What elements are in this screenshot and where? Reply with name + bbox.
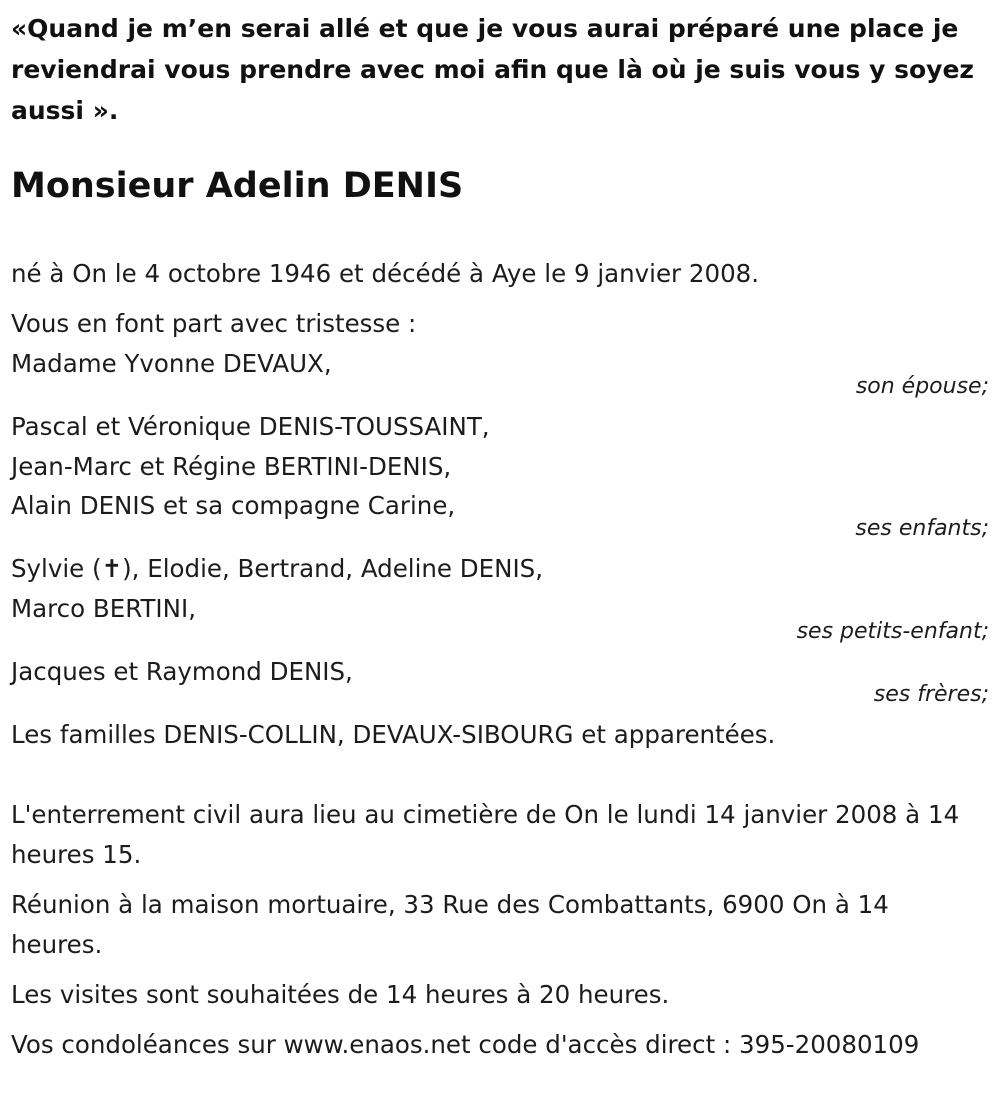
spouse-name: Madame Yvonne DEVAUX, — [11, 349, 332, 378]
deceased-name: Monsieur Adelin DENIS — [11, 166, 464, 206]
announcement-intro: Vous en font part avec tristesse : — [11, 309, 417, 338]
families-line: Les familles DENIS-COLLIN, DEVAUX-SIBOURG et apparentées. — [11, 720, 776, 749]
condolences-info: Vos condoléances sur www.enaos.net code d'accès direct : 395-20080109 — [11, 1030, 920, 1059]
relation-children: ses enfants; — [855, 516, 989, 541]
birth-death-line: né à On le 4 octobre 1946 et décédé à Aye le 9 janvier 2008. — [11, 259, 760, 288]
relation-brothers: ses frères; — [873, 682, 989, 707]
funeral-info: L'enterrement civil aura lieu au cimetière de On le lundi 14 janvier 2008 à 14 heures 15. — [11, 800, 960, 869]
bible-quote: «Quand je m’en serai allé et que je vous aurai préparé une place je reviendrai vous prendre avec moi afin que là où je suis vous y soyez aussi ». — [11, 14, 974, 125]
brothers-names: Jacques et Raymond DENIS, — [11, 657, 353, 686]
relation-grandchildren: ses petits-enfant; — [796, 619, 989, 644]
grandchild-name: Sylvie (✝), Elodie, Bertrand, Adeline DENIS, — [11, 554, 544, 583]
child-name: Alain DENIS et sa compagne Carine, — [11, 491, 456, 520]
child-name: Pascal et Véronique DENIS-TOUSSAINT, — [11, 412, 490, 441]
visits-info: Les visites sont souhaitées de 14 heures à 20 heures. — [11, 980, 670, 1009]
gathering-info: Réunion à la maison mortuaire, 33 Rue des Combattants, 6900 On à 14 heures. — [11, 890, 889, 959]
child-name: Jean-Marc et Régine BERTINI-DENIS, — [11, 452, 452, 481]
grandchild-name: Marco BERTINI, — [11, 594, 196, 623]
relation-spouse: son épouse; — [855, 374, 989, 399]
